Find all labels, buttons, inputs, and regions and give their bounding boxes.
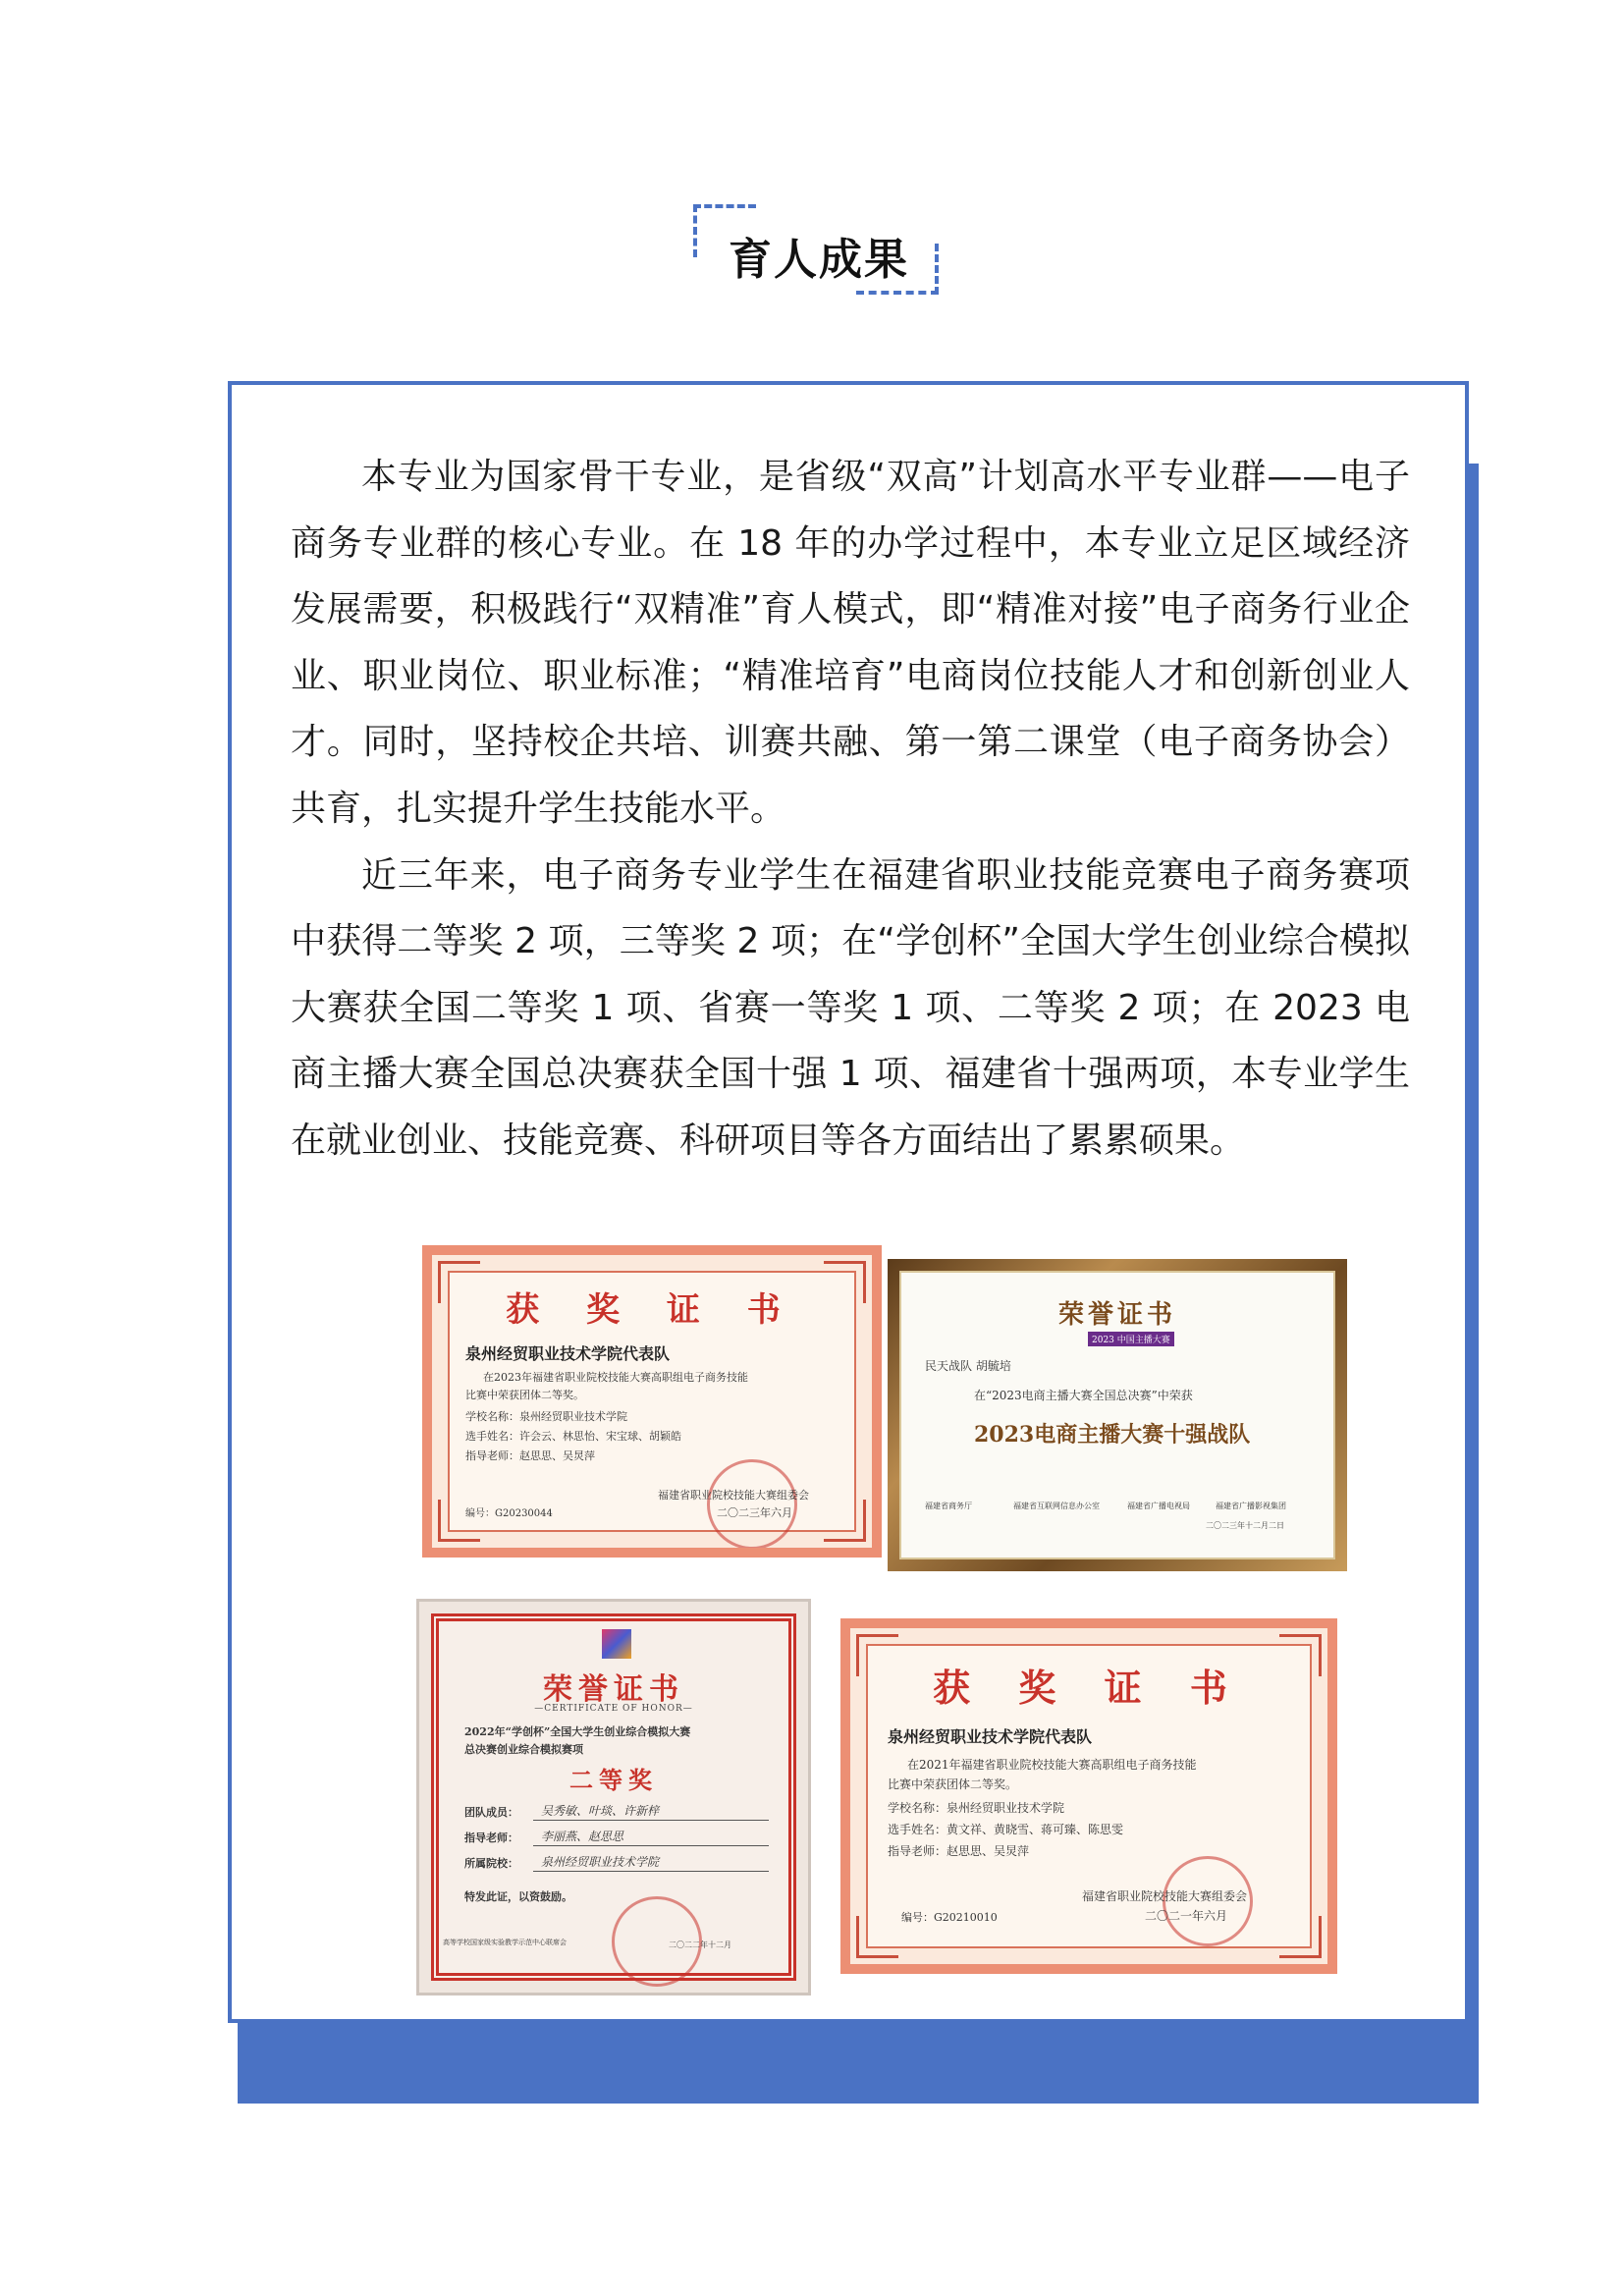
certificate-line: 在2023年福建省职业院校技能大赛高职组电子商务技能 bbox=[483, 1371, 748, 1384]
certificate-award: 二等奖 bbox=[569, 1766, 658, 1794]
corner-ornament bbox=[824, 1500, 866, 1542]
certificate-issuer: 高等学校国家级实验教学示范中心联席会 bbox=[443, 1939, 567, 1946]
certificate-heading: 获 奖 证 书 bbox=[506, 1290, 798, 1330]
issuing-org: 福建省广播影视集团 bbox=[1216, 1502, 1286, 1510]
certificate-line: 在“2023电商主播大赛全国总决赛”中荣获 bbox=[974, 1389, 1193, 1402]
certificate-award-2021 bbox=[840, 1618, 1337, 1974]
certificate-recipient: 泉州经贸职业技术学院代表队 bbox=[888, 1727, 1093, 1746]
school-name: 泉州经贸职业技术学院 bbox=[541, 1855, 660, 1869]
certificate-issuer: 福建省职业院校技能大赛组委会 bbox=[1082, 1889, 1248, 1903]
issuing-org: 福建省商务厅 bbox=[925, 1502, 972, 1510]
section-title-frame bbox=[693, 204, 939, 295]
certificate-line: 比赛中荣获团体二等奖。 bbox=[465, 1389, 584, 1401]
certificate-recipient: 泉州经贸职业技术学院代表队 bbox=[465, 1344, 671, 1363]
certificate-heading: 荣誉证书 bbox=[543, 1672, 684, 1707]
certificate-date: 二〇二三年六月 bbox=[717, 1506, 792, 1519]
certificate-date: 二〇二三年十二月二日 bbox=[1206, 1521, 1284, 1530]
certificate-line: 总决赛创业综合模拟赛项 bbox=[464, 1743, 583, 1756]
contest-logo-mark bbox=[602, 1629, 631, 1659]
certificate-school: 学校名称：泉州经贸职业技术学院 bbox=[888, 1801, 1065, 1815]
certificate-subheading: —CERTIFICATE OF HONOR— bbox=[534, 1704, 693, 1714]
certificate-honor-xuechuangbei-2022 bbox=[416, 1599, 811, 1995]
certificate-date: 二〇二二年十二月 bbox=[669, 1941, 731, 1949]
issuing-org: 福建省互联网信息办公室 bbox=[1013, 1502, 1100, 1510]
certificate-heading: 获 奖 证 书 bbox=[933, 1666, 1245, 1710]
certificate-honor-livestream-2023 bbox=[888, 1259, 1347, 1571]
paragraph-1: 本专业为国家骨干专业，是省级“双高”计划高水平专业群——电子商务专业群的核心专业。在 18 年的办学过程中，本专业立足区域经济发展需要，积极践行“双精准”育人模式，即“精准对接”电子商务行业企业、职业岗位、职业标准；“精准培育”电商岗位技能人才和创新创业人才。同时，坚持校企共培、训赛共融、第一第二课堂（电子商务协会）共育，扎实提升学生技能水平。 bbox=[291, 457, 1410, 829]
corner-ornament bbox=[1279, 1916, 1322, 1958]
corner-ornament bbox=[856, 1916, 898, 1958]
certificate-number: 编号：G20210010 bbox=[901, 1911, 998, 1924]
certificate-school: 学校名称：泉州经贸职业技术学院 bbox=[465, 1410, 627, 1423]
section-title: 育人成果 bbox=[729, 235, 909, 285]
certificate-players: 选手姓名：许会云、林思怡、宋宝球、胡颖皓 bbox=[465, 1430, 681, 1443]
certificate-number: 编号：G20230044 bbox=[465, 1508, 553, 1519]
certificate-award-2023 bbox=[422, 1245, 882, 1558]
teacher-label: 指导老师： bbox=[464, 1831, 518, 1844]
body-text bbox=[291, 444, 1410, 1175]
certificate-line: 在2021年福建省职业院校技能大赛高职组电子商务技能 bbox=[907, 1758, 1197, 1772]
certificate-line: 2022年“学创杯”全国大学生创业综合模拟大赛 bbox=[464, 1725, 691, 1738]
certificate-date: 二〇二一年六月 bbox=[1145, 1909, 1228, 1923]
team-label: 团队成员： bbox=[464, 1806, 518, 1819]
issuing-org: 福建省广播电视局 bbox=[1127, 1502, 1190, 1510]
paragraph-2: 近三年来，电子商务专业学生在福建省职业技能竞赛电子商务赛项中获得二等奖 2 项，三等奖 2 项；在“学创杯”全国大学生创业综合模拟大赛获全国二等奖 1 项、省赛一等奖 1 项、二等奖 2 项；在 2023 电商主播大赛全国总决赛获全国十强 1 项、福建省十强两项，本专业学生在就业创业、技能竞赛、科研项目等各方面结出了累累硕果。 bbox=[291, 854, 1410, 1161]
certificate-line: 比赛中荣获团体二等奖。 bbox=[888, 1777, 1018, 1791]
certificate-award: 2023电商主播大赛十强战队 bbox=[974, 1422, 1251, 1448]
certificate-players: 选手姓名：黄文祥、黄晓雪、蒋可臻、陈思雯 bbox=[888, 1823, 1124, 1836]
certificate-issuer: 福建省职业院校技能大赛组委会 bbox=[658, 1489, 809, 1502]
fill-underline bbox=[533, 1845, 769, 1846]
fill-underline bbox=[533, 1820, 769, 1821]
certificate-team: 民天战队 胡毓培 bbox=[925, 1359, 1011, 1373]
certificate-teachers: 指导老师：赵思思、吴炅萍 bbox=[888, 1844, 1030, 1858]
certificate-teachers: 指导老师：赵思思、吴炅萍 bbox=[465, 1449, 595, 1462]
team-members: 吴秀敏、叶琰、许新梓 bbox=[541, 1804, 660, 1818]
contest-logo: 2023 中国主播大赛 bbox=[1088, 1332, 1174, 1346]
fill-underline bbox=[533, 1871, 769, 1872]
school-label: 所属院校： bbox=[464, 1857, 518, 1870]
certificate-closing: 特发此证，以资鼓励。 bbox=[464, 1890, 572, 1903]
certificate-heading: 荣誉证书 bbox=[1057, 1300, 1176, 1330]
teacher-names: 李丽燕、赵思思 bbox=[541, 1830, 624, 1843]
